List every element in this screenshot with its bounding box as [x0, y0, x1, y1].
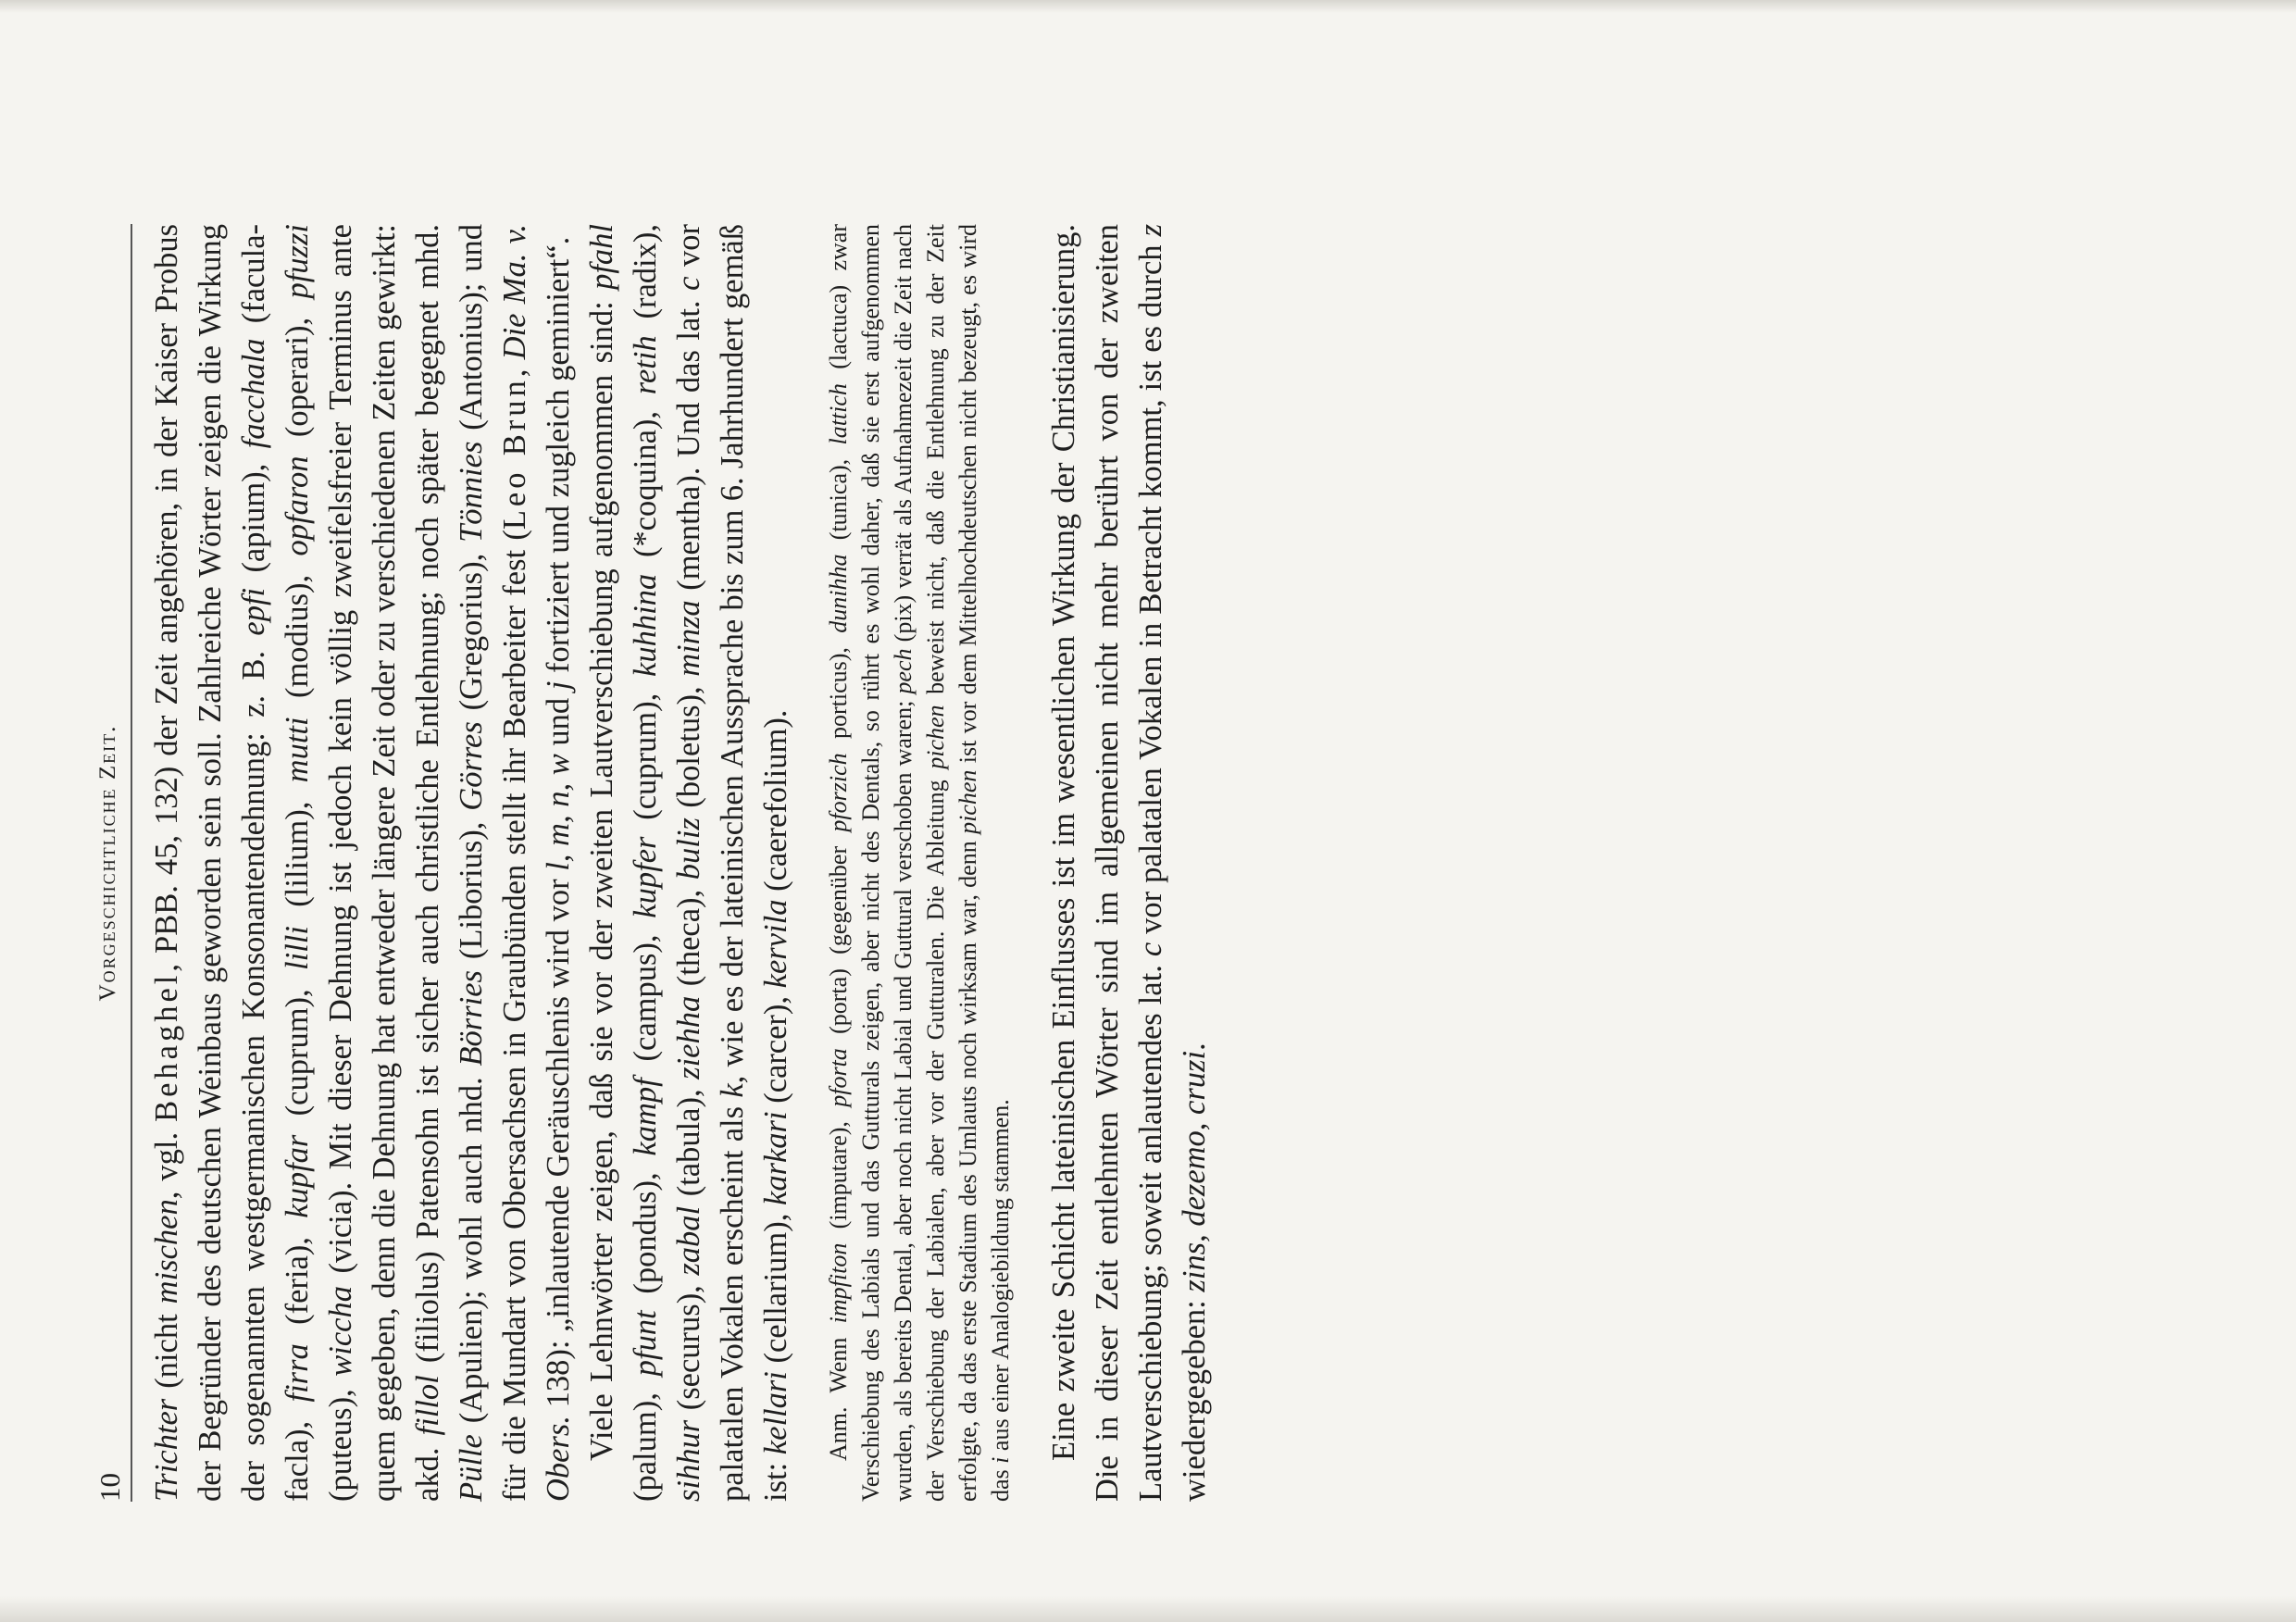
italic-term: buliz: [671, 817, 706, 880]
text-run: 138): „inlautende Geräuschlenis wird vor: [541, 870, 576, 1416]
italic-term: pichen: [922, 705, 949, 769]
text-run: (securus),: [671, 1275, 706, 1420]
italic-term: l, m, n, w: [541, 754, 576, 871]
text-run: (cuprum),: [280, 969, 315, 1135]
italic-term: dunihha: [825, 554, 852, 633]
text-run: Eine zweite Schicht lateinischen Einflusses ist im wesentlichen Wirkung der Christianisierung. Die in dieser Zeit entlehnten Wörter sind im allgemeinen nicht mehr berührt von der zweiten Lautverschiebung; soweit anlautendes lat.: [1046, 224, 1168, 1502]
text-run: (facula-facla),: [236, 224, 315, 1502]
italic-term: pforzich: [825, 753, 852, 832]
text-run: beweist nicht, daß die Entlehnung zu der Zeit erfolgte, da das erste Stadium des Umlauts noch wirksam war, denn: [922, 224, 981, 1502]
text-run: (carcer),: [758, 988, 793, 1112]
text-run: vor palatalen Vokalen in Betracht kommt, ist es durch: [1133, 236, 1168, 942]
text-run: (vicia). Mit dieser Dehnung ist jedoch kein völlig zweifelsfreier Terminus ante quem gegeben, denn die Dehnung hat entweder längere Zeit oder zu verschiedenen Zeiten gewirkt: akd.: [323, 224, 445, 1502]
text-run: Leo Brun: [497, 377, 532, 530]
text-run: (lilium),: [280, 782, 315, 927]
text-run: (modius),: [280, 555, 315, 717]
italic-term: lattich: [825, 383, 852, 445]
text-run: (Antonius); und für die Mundart von Obersachsen in Graubünden stellt ihr Bearbeiter fest (: [454, 224, 532, 1502]
italic-term: zabal: [671, 1205, 706, 1276]
text-run: porticus),: [825, 632, 852, 754]
text-run: (mentha). Und das lat.: [671, 290, 706, 601]
text-run: (boletus),: [671, 676, 706, 818]
italic-term: pech: [890, 648, 917, 694]
italic-term: kupfar: [280, 1134, 315, 1218]
italic-term: firra: [280, 1343, 315, 1403]
text-run: ,: [1177, 1226, 1212, 1242]
text-run: (apium),: [236, 448, 271, 588]
italic-term: c: [671, 276, 706, 291]
italic-term: Pülle: [454, 1434, 489, 1502]
text-run: Viele Lehnwörter zeigen, daß sie vor der zweiten Lautverschiebung aufgenommen sind:: [584, 289, 619, 1461]
italic-term: kupfer: [628, 836, 663, 918]
chapter-title: Vorgeschichtliche Zeit.: [95, 724, 120, 1002]
text-run: (*coquina),: [628, 394, 663, 574]
text-run: (pix) verrät als Aufnahmezeit die Zeit nach der Verschiebung der Labialen, aber vor der Gutturalen. Die Ableitung: [890, 224, 949, 1502]
italic-term: epfi: [236, 587, 271, 636]
italic-term: kampf: [628, 1078, 663, 1156]
text-run: (cuprum),: [628, 677, 663, 837]
italic-term: Trichter: [149, 1398, 184, 1502]
italic-term: Die Ma. v. Obers.: [497, 224, 576, 1502]
italic-term: lilli: [280, 926, 315, 970]
text-run: (pondus),: [628, 1155, 663, 1311]
italic-term: ziehha: [671, 995, 706, 1079]
italic-term: zins: [1177, 1241, 1212, 1292]
running-head: [88, 224, 132, 1502]
body-text: [132, 224, 1217, 1502]
page-number: 10: [94, 1473, 126, 1502]
text-run: (feria),: [280, 1217, 315, 1344]
italic-term: z: [1133, 223, 1168, 237]
italic-term: i: [987, 1456, 1014, 1464]
text-run: (caerefolium).: [758, 709, 793, 900]
text-run: aus einer Analogiebildung stammen.: [987, 1099, 1014, 1457]
text-run: (Gregorius),: [454, 542, 489, 722]
italic-term: facchala: [236, 338, 271, 449]
italic-term: opfaron: [280, 455, 315, 556]
rotated-book-page: [88, 224, 1310, 1502]
body-paragraph: [145, 224, 580, 1502]
text-run: (filiolus) Patensohn ist sicher auch christliche Entlehnung; noch später begegnet mhd.: [410, 224, 445, 1376]
text-run: (tunica),: [825, 444, 852, 555]
body-paragraph: [580, 224, 798, 1502]
text-run: (theca),: [671, 880, 706, 996]
text-run: vor palatalen Vokalen erscheint als: [671, 224, 750, 1502]
italic-term: dezemo: [1177, 1130, 1212, 1227]
text-run: , wie es der lateinischen Aussprache bis zum 6. Jahrhundert gemäß ist:: [715, 224, 793, 1502]
text-run: ist vor dem Mittelhochdeutschen nicht bezeugt, es wird das: [955, 224, 1014, 1502]
italic-term: Tönnies: [454, 441, 489, 543]
italic-term: pfunt: [628, 1310, 663, 1377]
scan-edge-top: [0, 0, 2296, 13]
text-run: fortiziert und zugleich geminiert“.: [541, 236, 576, 681]
text-run: (tabula),: [671, 1079, 706, 1206]
text-run: (radix),: [628, 224, 663, 336]
footnote-annotation: [822, 224, 1017, 1502]
italic-term: pichen: [955, 769, 981, 834]
italic-term: Börries: [454, 970, 489, 1067]
italic-term: retih: [628, 335, 663, 395]
text-run: (operari),: [280, 298, 315, 456]
text-run: ,: [1177, 1114, 1212, 1131]
text-run: (nicht: [149, 1304, 184, 1399]
text-run: (porta) (gegenüber: [825, 831, 852, 1049]
italic-term: karkari: [758, 1111, 793, 1205]
italic-term: mutti: [280, 717, 315, 783]
text-run: wiedergegeben:: [1177, 1291, 1212, 1502]
text-run: Anm. Wenn: [825, 1323, 852, 1461]
italic-term: kuhhina: [628, 573, 663, 677]
italic-term: impfiton: [825, 1242, 852, 1324]
italic-term: cruzi: [1177, 1050, 1212, 1115]
italic-term: sihhur: [671, 1419, 706, 1502]
text-run: (lactuca) zwar Verschiebung des Labials und das Gutturals zeigen, aber nicht des Dentals, so rührt es wohl daher, daß sie erst aufgenommen wurden, als bereits Dental, aber noch nicht Labial und Guttural verschoben waren;: [825, 223, 917, 1502]
italic-term: Görres: [454, 721, 489, 811]
italic-term: pforta: [825, 1048, 852, 1107]
text-run: (campus),: [628, 917, 663, 1079]
body-paragraph: [1042, 224, 1217, 1502]
italic-term: wiccha: [323, 1286, 358, 1377]
text-run: (Apulien); wohl auch nhd.: [454, 1066, 489, 1435]
italic-term: k: [715, 1083, 750, 1098]
text-run: .: [1177, 1042, 1212, 1051]
text-run: (puteus),: [323, 1376, 358, 1502]
text-run: ,: [497, 359, 532, 378]
text-run: , vgl.: [149, 1121, 184, 1200]
italic-term: minza: [671, 600, 706, 677]
text-run: und: [541, 690, 576, 755]
text-run: (imputare),: [825, 1106, 852, 1243]
italic-term: j: [541, 680, 576, 691]
italic-term: kervila: [758, 899, 793, 989]
text-run: (Liborius),: [454, 810, 489, 971]
scan-edge-bottom: [0, 1596, 2296, 1622]
italic-term: mischen: [149, 1199, 184, 1304]
text-run: (cellarium),: [758, 1205, 793, 1372]
italic-term: pfuzzi: [280, 224, 315, 299]
italic-term: kellari: [758, 1371, 793, 1455]
text-run: (palum),: [628, 1376, 663, 1502]
italic-term: c: [1133, 942, 1168, 957]
italic-term: pfahl: [584, 224, 619, 290]
text-run: , PBB. 45, 132) der Zeit angehören, in der Kaiser Probus der Begründer des deutschen Weinbaus geworden sein soll. Zahlreiche Wörter zeigen die Wirkung der sogenannten westgermanischen Konsonantendehnung: z. B.: [149, 224, 271, 1502]
text-run: Behaghel: [149, 971, 184, 1122]
italic-term: fillol: [410, 1375, 445, 1436]
